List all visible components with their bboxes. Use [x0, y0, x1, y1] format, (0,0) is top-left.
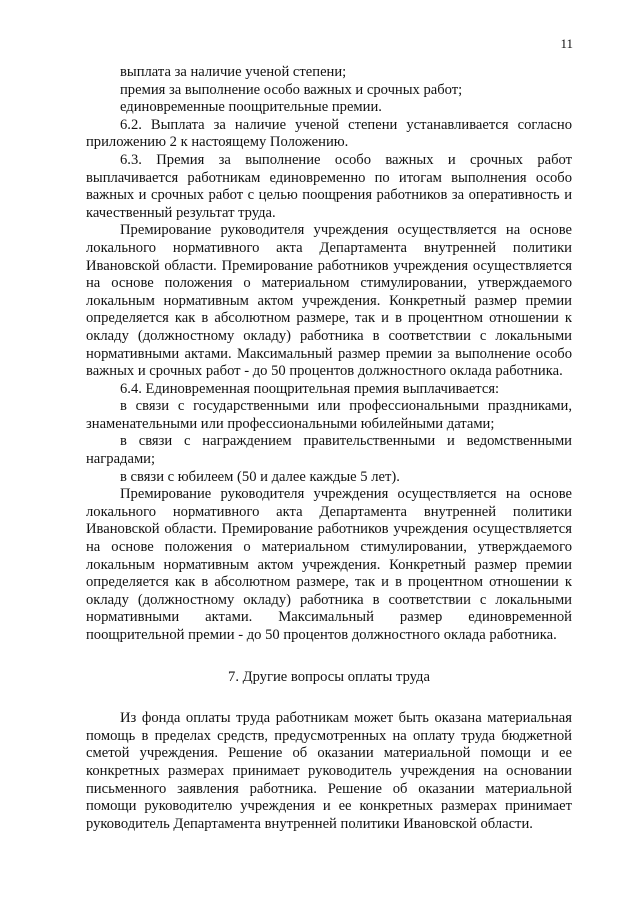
list-item-degree: выплата за наличие ученой степени; [120, 64, 347, 80]
section-heading: 7. Другие вопросы оплаты труда [228, 668, 430, 685]
paragraph-bonus-rules-1: Премирование руководителя учреждения осуществляется на основе локального нормативного акта Департамента внутренней политики Ивановской области. Премирование работников учреждения осуществляется на основе положения о материальном стимулировании, утверждаемого локальным нормативным актом учреждения. Конкретный размер премии определяется как в абсолютном размере, так и в процентном отношении к окладу (должностному окладу) работника в соответствии с локальными нормативными актами. Максимальный размер премии за выполнение особо важных и срочных работ - до 50 процентов должностного оклада работника. [86, 222, 572, 380]
clause-6-4: 6.4. Единовременная поощрительная премия выплачивается: [120, 380, 500, 397]
list-item-urgent-bonus: премия за выполнение особо важных и срочных работ; [120, 81, 463, 98]
clause-6-2: 6.2. Выплата за наличие ученой степени устанавливается согласно приложению 2 к настоящему Положению. [86, 116, 572, 151]
list-item-one-time-bonus: единовременные поощрительные премии. [120, 99, 382, 116]
list-item-awards: в связи с награждением правительственными и ведомственными наградами; [86, 433, 572, 468]
paragraph-bonus-rules-2: Премирование руководителя учреждения осуществляется на основе локального нормативного акта Департамента внутренней политики Ивановской области. Премирование работников учреждения осуществляется на основе положения о материальном стимулировании, утверждаемого локальным нормативным актом учреждения. Конкретный размер премии определяется как в абсолютном размере, так и в процентном отношении к окладу (должностному окладу) работника в соответствии с локальными нормативными актами. Максимальный размер единовременной поощрительной премии - до 50 процентов должностного оклада работника. [86, 486, 572, 643]
paragraph-material-aid: Из фонда оплаты труда работникам может быть оказана материальная помощь в пределах средств, предусмотренных на оплату труда бюджетной сметой учреждения. Решение об оказании материальной помощи и ее конкретных размерах принимает руководитель учреждения на основании письменного заявления работника. Решение об оказании материальной помощи руководителю учреждения и ее конкретных размерах принимает руководитель Департамента внутренней политики Ивановской области. [86, 710, 572, 832]
document-body [86, 64, 572, 833]
list-item-holidays: в связи с государственными или профессиональными праздниками, знаменательными или профессиональными юбилейными датами; [86, 398, 572, 432]
list-item-jubilee: в связи с юбилеем (50 и далее каждые 5 лет). [120, 468, 400, 485]
page-number: 11 [560, 36, 573, 51]
clause-6-3: 6.3. Премия за выполнение особо важных и срочных работ выплачивается работникам единовременно по итогам выполнения особо важных и срочных работ с целью поощрения работников за оперативность и качественный результат труда. [86, 151, 572, 221]
